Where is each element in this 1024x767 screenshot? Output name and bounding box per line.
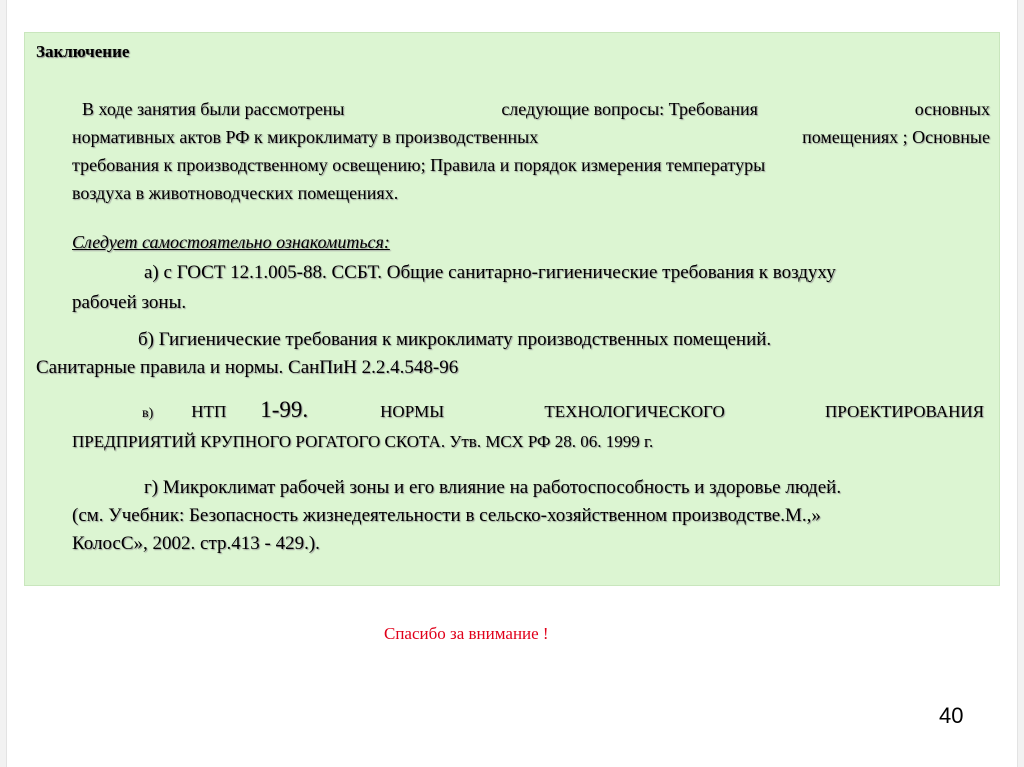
item-v [72, 396, 984, 456]
item-v-line-2: ПРЕДПРИЯТИЙ КРУПНОГО РОГАТОГО СКОТА. Утв. МСХ РФ 28. 06. 1999 г. [72, 432, 654, 451]
item-b-line-2: Санитарные правила и нормы. СанПиН 2.2.4.548-96 [36, 357, 459, 378]
item-v-line-1 [72, 396, 984, 428]
item-v-word-2: ТЕХНОЛОГИЧЕСКОГО [544, 402, 725, 421]
item-g-line-3: КолосС», 2002. стр.413 - 429.). [72, 533, 320, 554]
intro-line-4: воздуха в животноводческих помещениях. [72, 183, 399, 203]
item-a-line-2: рабочей зоны. [72, 292, 187, 313]
item-v-words [380, 398, 984, 426]
item-g-line-1: г) Микроклимат рабочей зоны и его влияние на работоспособность и здоровье людей. [144, 477, 842, 498]
slide-right-edge [1017, 0, 1024, 767]
intro-line-1-part-2: следующие вопросы: Требования [501, 99, 758, 119]
item-g [72, 474, 990, 558]
item-a-line-1: а) с ГОСТ 12.1.005-88. ССБТ. Общие санитарно-гигиенические требования к воздуху [144, 262, 836, 283]
intro-line-2-part-1: нормативных актов РФ к микроклимату в производственных [72, 127, 539, 147]
item-v-word-3: ПРОЕКТИРОВАНИЯ [825, 402, 984, 421]
intro-line-2 [72, 123, 990, 151]
intro-line-1 [72, 95, 990, 123]
slide-left-edge [0, 0, 7, 767]
item-v-word-ntp: НТП [191, 402, 227, 421]
item-b [36, 326, 966, 382]
intro-line-3: требования к производственному освещению; Правила и порядок измерения температуры [72, 155, 766, 175]
item-b-line-1: б) Гигиенические требования к микроклимату производственных помещений. [138, 329, 772, 350]
item-a [72, 258, 990, 318]
item-v-label: в) [142, 406, 154, 421]
self-study-note: Следует самостоятельно ознакомиться: [72, 232, 390, 252]
item-v-number: 1-99. [260, 397, 309, 422]
intro-line-2-part-2: помещениях ; Основные [802, 127, 990, 147]
conclusion-heading: Заключение [36, 42, 130, 61]
page-number: 40 [939, 703, 964, 728]
intro-line-1-part-1: В ходе занятия были рассмотрены [82, 99, 345, 119]
intro-line-1-part-3: основных [914, 99, 990, 119]
thank-you-text: Спасибо за внимание ! [384, 624, 549, 643]
item-v-word-1: НОРМЫ [380, 402, 445, 421]
item-g-line-2: (см. Учебник: Безопасность жизнедеятельности в сельско-хозяйственном производстве.М.,» [72, 505, 821, 526]
intro-paragraph [72, 95, 990, 207]
